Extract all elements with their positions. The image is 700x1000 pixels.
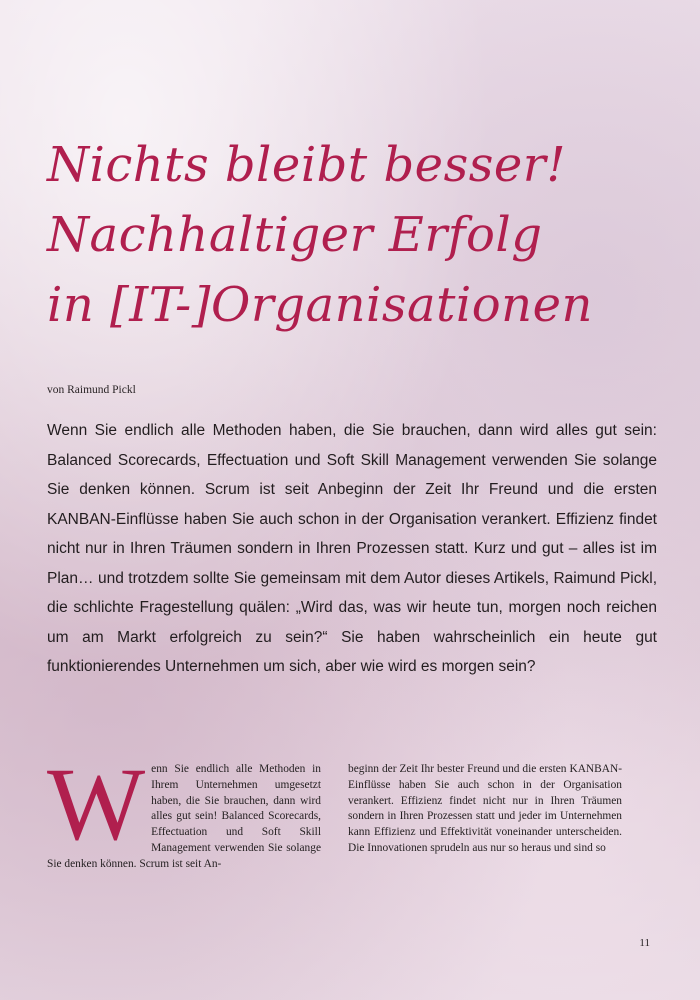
body-column-left (47, 747, 321, 873)
title-line-1: Nichts bleibt besser! (47, 137, 566, 193)
page-number: 11 (639, 937, 650, 949)
title-line-2: Nachhaltiger Erfolg (47, 207, 543, 263)
body-text-right: beginn der Zeit Ihr bester Freund und die ersten KANBAN-Einflüsse haben Sie auch schon in der Organisation verankert. Effizienz findet nicht nur in Ihren Träumen sondern in Ihren Prozessen statt und jeder im Unternehmen kann Effizienz und Effektivität voneinander unterscheiden. Die Innovationen sprudeln aus nur so heraus und sind so (348, 763, 622, 854)
title-line-3: in [IT-]Organisationen (47, 277, 593, 333)
lead-paragraph: Wenn Sie endlich alle Methoden haben, die Sie brauchen, dann wird alles gut sein: Balanced Scorecards, Effectuation und Soft Skill Management verwenden Sie solange Sie denken können. Scrum ist seit Anbeginn der Zeit Ihr Freund und die ersten KANBAN-Einflüsse haben Sie auch schon in der Organisation verankert. Effizienz findet nicht nur in Ihren Träumen sondern in Ihren Prozessen statt. Kurz und gut – alles ist im Plan… und trotzdem sollte Sie gemeinsam mit dem Autor dieses Artikels, Raimund Pickl, die schlichte Fragestellung quälen: „Wird das, was wir heute tun, morgen noch reichen um am Markt erfolgreich zu sein?“ Sie haben wahrscheinlich ein heute gut funktionierendes Unternehmen um sich, aber wie wird es morgen sein? (47, 422, 657, 675)
article-title (47, 130, 667, 340)
body-column-right (348, 762, 622, 857)
body-text-left: enn Sie endlich alle Methoden in Ihrem Unternehmen umgesetzt haben, die Sie brauchen, dann wird alles gut sein! Balanced Scorecards, Effectuation und Soft Skill Management verwenden Sie solange Sie denken können. Scrum ist seit An- (47, 763, 321, 870)
drop-cap: W (47, 747, 146, 862)
author-byline: von Raimund Pickl (47, 384, 136, 396)
